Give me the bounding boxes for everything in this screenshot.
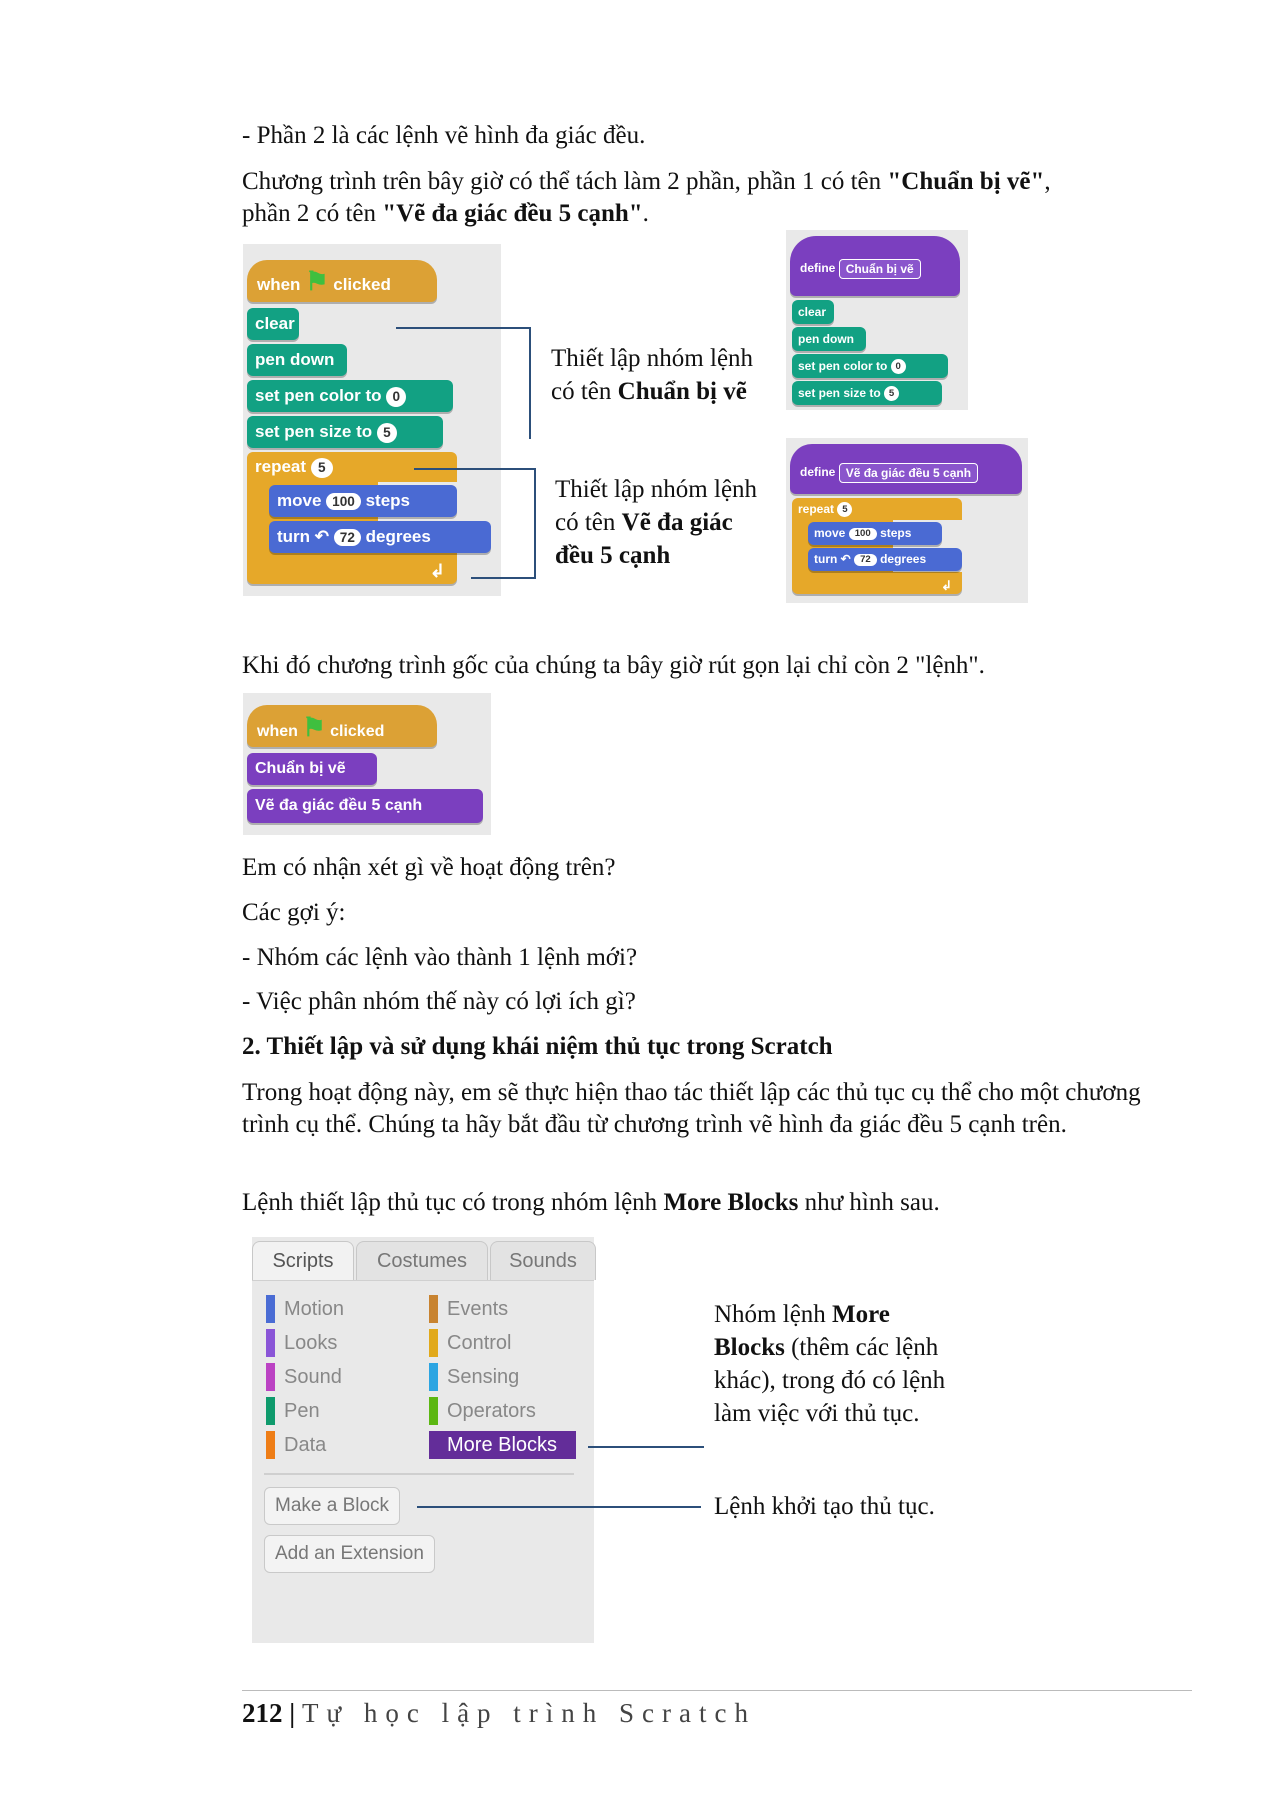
green-flag-icon: ⚑ [305,266,329,296]
category-label: Operators [447,1400,536,1422]
set-pen-color-block [247,380,453,412]
size-value: 5 [377,423,397,443]
category-label: Events [447,1298,509,1320]
color-swatch [429,1295,438,1323]
repeat-block [247,452,457,584]
block-label: turn [277,527,311,546]
color-swatch [266,1397,275,1425]
paragraph-intro: Trong hoạt động này, em sẽ thực hiện thao tác thiết lập các thủ tục cụ thể cho một chương trình cụ thể. Chúng ta hãy bắt đầu từ chương trình vẽ hình đa giác đều 5 cạnh trên. [242,1079,1141,1138]
text-run: như hình sau. [798,1189,940,1216]
block-label: clicked [333,275,391,294]
call-prepare-block: Chuẩn bị vẽ [247,753,377,785]
paragraph-reduced: Khi đó chương trình gốc của chúng ta bây giờ rút gọn lại chỉ còn 2 "lệnh". [242,652,985,679]
block-label: set pen color to [798,359,888,373]
footer-separator: | [289,1698,296,1728]
annotation-prepare [551,342,771,408]
pen-down-block: pen down [792,327,866,351]
color-swatch [429,1329,438,1357]
define-polygon-hat-block [790,444,1022,494]
category-label: Looks [284,1332,338,1354]
color-swatch [429,1431,438,1459]
block-label: when [257,723,298,740]
text-run: Chương trình trên bây giờ có thể tách làm 2 phần, phần 1 có tên [242,168,888,195]
repeat-block [792,498,962,594]
block-label: when [257,275,301,294]
bracket-line [471,577,536,579]
text-run: Thiết lập nhóm lệnh có tên [551,345,754,405]
footer-rule [242,1690,1192,1691]
paragraph-moreblocks [242,1187,940,1219]
color-swatch [266,1431,275,1459]
set-pen-size-block [792,381,942,405]
move-block [808,522,942,545]
text-bold: Vẽ đa giác đều 5 cạnh [555,509,733,569]
page-number: 212 [242,1698,283,1728]
when-flag-clicked-block [247,260,437,302]
block-label: steps [880,526,912,540]
block-label: degrees [365,527,431,546]
page-footer [242,1698,756,1729]
pen-down-block: pen down [247,344,347,376]
text-bold: "Vẽ đa giác đều 5 cạnh" [382,200,643,227]
paragraph-hint1: - Nhóm các lệnh vào thành 1 lệnh mới? [242,944,638,971]
repeat-header [255,452,457,482]
green-flag-icon: ⚑ [302,712,326,742]
block-label: repeat [798,502,835,516]
move-value: 100 [326,493,361,511]
color-swatch [266,1363,275,1391]
category-control[interactable] [429,1329,511,1357]
repeat-value: 5 [837,502,852,517]
section-heading: 2. Thiết lập và sử dụng khái niệm thủ tục trong Scratch [242,1033,833,1060]
move-block [269,485,457,517]
turn-block [269,521,491,553]
turn-value: 72 [334,529,361,547]
size-value: 5 [884,386,899,401]
turn-block [808,548,962,571]
bracket-line [534,468,536,578]
color-swatch [429,1397,438,1425]
text-run: Lệnh thiết lập thủ tục có trong nhóm lệnh [242,1189,664,1216]
tab-sounds[interactable]: Sounds [490,1241,596,1280]
repeat-value: 5 [311,458,333,478]
divider [264,1473,574,1475]
category-label: Motion [284,1298,345,1320]
loop-arrow-icon: ↲ [429,561,445,581]
category-label: Data [284,1434,327,1456]
text-bold: More Blocks [663,1189,799,1216]
block-label: define [800,465,836,479]
category-motion[interactable] [266,1295,344,1323]
annotation-polygon [555,473,765,572]
category-events[interactable] [429,1295,508,1323]
script-reduced-image [243,693,491,835]
category-label: Control [447,1332,512,1354]
set-pen-color-block [792,354,948,378]
color-value: 0 [891,359,906,374]
block-label: move [814,526,846,540]
set-pen-size-block [247,416,443,448]
paragraph-split [242,166,1192,230]
block-label: set pen size to [255,422,373,441]
category-label: Pen [284,1400,320,1422]
pointer-line [417,1506,701,1508]
divider [252,1280,594,1281]
paragraph-part2: - Phần 2 là các lệnh vẽ hình đa giác đều. [242,122,646,149]
loop-arrow-icon: ↲ [941,578,952,593]
text-bold: "Chuẩn bị vẽ" [887,168,1045,195]
add-an-extension-button[interactable]: Add an Extension [264,1535,435,1573]
procedure-name: Vẽ đa giác đều 5 cạnh [839,463,978,483]
category-label: Sound [284,1366,342,1388]
clear-block: clear [247,308,299,340]
category-operators[interactable] [429,1397,536,1425]
annotation-more-blocks [714,1298,954,1430]
define-prepare-hat-block [790,236,960,296]
category-more-blocks[interactable] [429,1431,576,1459]
procedure-name: Chuẩn bị vẽ [839,259,921,279]
text-run: , [1044,168,1051,195]
define-prepare-image [786,230,968,410]
category-label: More Blocks [447,1434,558,1456]
text-run: Thiết lập nhóm lệnh có tên [555,476,758,536]
category-pen[interactable] [266,1397,320,1425]
block-label: steps [365,491,410,510]
annotation-make-block: Lệnh khởi tạo thủ tục. [714,1493,935,1520]
category-sound[interactable] [266,1363,342,1391]
script-full-image [243,244,501,596]
category-looks[interactable] [266,1329,337,1357]
bracket-line [396,327,530,329]
category-data[interactable] [266,1431,326,1459]
bracket-line [414,468,536,470]
text-bold: Chuẩn bị vẽ [617,378,747,405]
text-run: Nhóm lệnh [714,1301,833,1328]
turn-left-icon: ↶ [314,527,330,546]
book-title: Tự học lập trình Scratch [301,1698,757,1728]
block-label: define [800,261,836,275]
call-polygon-block: Vẽ đa giác đều 5 cạnh [247,789,483,823]
block-label: turn [814,552,838,566]
tab-costumes[interactable]: Costumes [356,1241,488,1280]
make-a-block-button[interactable]: Make a Block [264,1487,400,1525]
clear-block: clear [792,300,834,324]
block-label: repeat [255,457,307,476]
move-value: 100 [849,528,877,540]
category-sensing[interactable] [429,1363,519,1391]
text-run: phần 2 có tên [242,200,383,227]
turn-value: 72 [854,554,877,566]
paragraph-hint2: - Việc phân nhóm thế này có lợi ích gì? [242,988,636,1015]
bracket-line [529,327,531,439]
block-label: clicked [330,723,385,740]
block-label: move [277,491,322,510]
tab-scripts[interactable]: Scripts [252,1241,354,1280]
color-swatch [266,1295,275,1323]
blocks-palette [252,1237,594,1643]
color-swatch [429,1363,438,1391]
repeat-header [798,498,962,520]
color-swatch [266,1329,275,1357]
color-value: 0 [386,387,406,407]
text-bold: More Blocks [714,1301,890,1361]
turn-left-icon: ↶ [840,552,851,566]
block-label: degrees [880,552,927,566]
text-run: . [642,200,649,227]
block-label: set pen color to [255,386,382,405]
when-flag-clicked-block [247,705,437,747]
paragraph-question: Em có nhận xét gì về hoạt động trên? [242,854,616,881]
pointer-line [588,1446,704,1448]
block-label: set pen size to [798,386,881,400]
category-label: Sensing [447,1366,520,1388]
paragraph-hints: Các gợi ý: [242,899,346,926]
define-polygon-image [786,438,1028,603]
text-run: (thêm các lệnh khác), trong đó có lệnh làm việc với thủ tục. [714,1334,946,1427]
